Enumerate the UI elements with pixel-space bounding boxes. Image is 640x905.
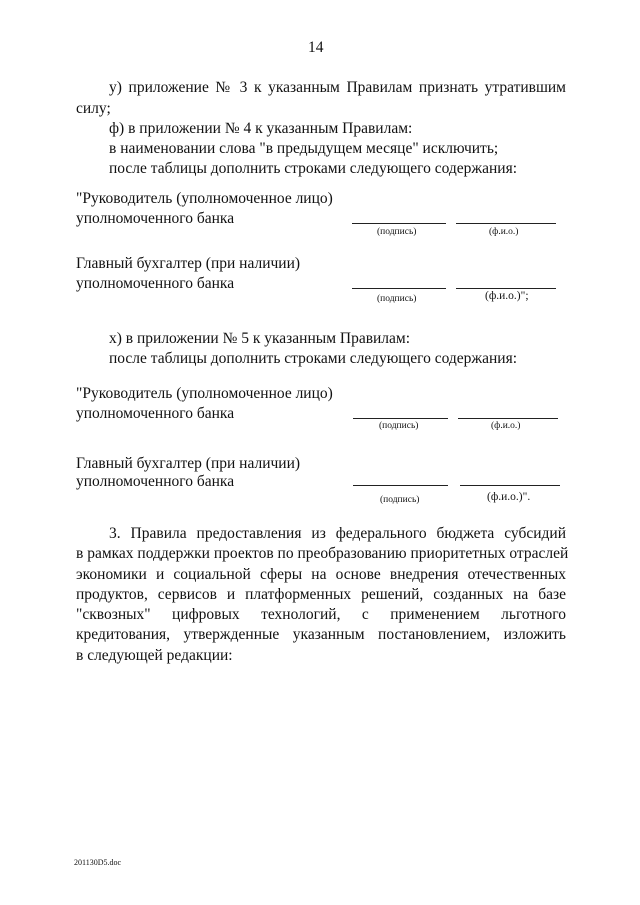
sig2-acct-bank: уполномоченного банка bbox=[76, 473, 235, 490]
paragraph-3-line-1: 3. Правила предоставления из федерального бюджета субсидий bbox=[109, 525, 566, 542]
sig1-head-sign-caption: (подпись) bbox=[377, 227, 417, 237]
page-number: 14 bbox=[308, 39, 324, 56]
section-kh-line-2: после таблицы дополнить строками следующего содержания: bbox=[109, 350, 518, 367]
sig2-acct-name-caption: (ф.и.о.)". bbox=[487, 491, 531, 503]
sig1-head-name-line bbox=[456, 223, 556, 224]
sig1-head-sign-line bbox=[352, 223, 446, 224]
sig2-head-bank: уполномоченного банка bbox=[76, 405, 235, 422]
sig2-head-sign-caption: (подпись) bbox=[379, 421, 419, 431]
paragraph-3-line-4: продуктов, сервисов и платформенных решений, созданных на базе bbox=[76, 586, 566, 603]
paragraph-3-line-7: в следующей редакции: bbox=[76, 647, 233, 664]
sig1-head-bank: уполномоченного банка bbox=[76, 210, 235, 227]
sig1-acct-bank: уполномоченного банка bbox=[76, 275, 235, 292]
paragraph-3-line-5: "сквозных" цифровых технологий, с применением льготного bbox=[76, 606, 566, 623]
sig1-acct-name-line bbox=[456, 288, 556, 289]
sig1-acct-name-caption: (ф.и.о.)"; bbox=[485, 290, 529, 302]
section-f-line-1: ф) в приложении № 4 к указанным Правилам: bbox=[109, 120, 413, 137]
paragraph-3-line-2: в рамках поддержки проектов по преобразованию приоритетных отраслей bbox=[76, 545, 569, 562]
section-kh-line-1: х) в приложении № 5 к указанным Правилам: bbox=[109, 330, 411, 347]
section-u-line-1: у) приложение № 3 к указанным Правилам признать утратившим bbox=[109, 79, 566, 96]
paragraph-3-line-3: экономики и социальной сферы на основе внедрения отечественных bbox=[76, 566, 566, 583]
sig1-head-name-caption: (ф.и.о.) bbox=[489, 227, 519, 237]
sig2-head-title: "Руководитель (уполномоченное лицо) bbox=[76, 385, 333, 402]
footer-doc-code: 201130D5.doc bbox=[74, 858, 122, 867]
paragraph-3-line-6: кредитования, утвержденные указанным постановлением, изложить bbox=[76, 626, 566, 643]
sig1-acct-sign-line bbox=[352, 288, 446, 289]
sig2-acct-sign-caption: (подпись) bbox=[380, 495, 420, 505]
sig1-acct-title: Главный бухгалтер (при наличии) bbox=[76, 255, 301, 272]
sig1-acct-sign-caption: (подпись) bbox=[377, 294, 417, 304]
sig2-acct-sign-line bbox=[353, 485, 448, 486]
sig2-head-name-caption: (ф.и.о.) bbox=[491, 421, 521, 431]
sig2-acct-title: Главный бухгалтер (при наличии) bbox=[76, 455, 301, 472]
section-f-line-3: после таблицы дополнить строками следующего содержания: bbox=[109, 160, 518, 177]
section-u-line-2: силу; bbox=[76, 100, 111, 117]
sig2-head-name-line bbox=[458, 418, 558, 419]
sig2-acct-name-line bbox=[460, 485, 560, 486]
section-f-line-2: в наименовании слова "в предыдущем месяце" исключить; bbox=[109, 140, 499, 157]
sig2-head-sign-line bbox=[353, 418, 448, 419]
sig1-head-title: "Руководитель (уполномоченное лицо) bbox=[76, 190, 333, 207]
